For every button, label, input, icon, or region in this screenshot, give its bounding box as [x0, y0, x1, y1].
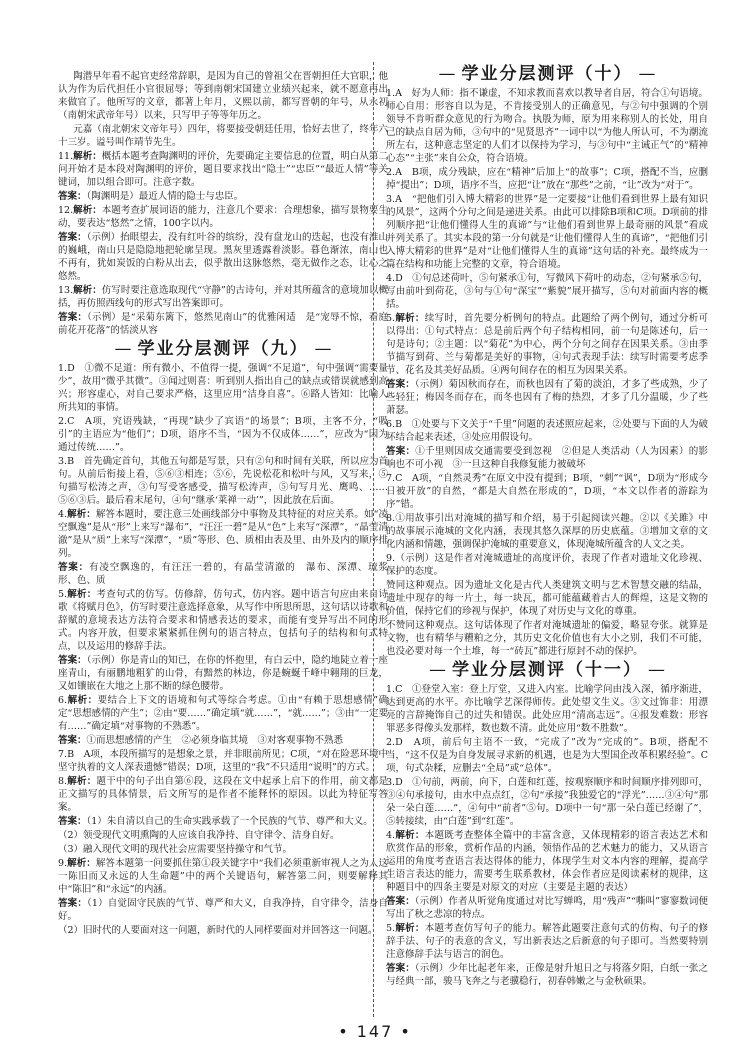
answer-item: [58, 924, 388, 937]
answer-item: [58, 508, 388, 560]
item-text: （1）自觉固守民族的气节、尊严和大义，自我净持，自守律令，洁身自好。: [58, 898, 388, 922]
item-text: （陶渊明是）最近人情的隐士与忠臣。: [86, 191, 244, 202]
item-label: 解析：: [395, 923, 425, 934]
section-heading-9: — 学业分层测评（九） —: [114, 339, 332, 359]
answer-item: [386, 922, 708, 961]
item-number: 6.: [386, 419, 396, 430]
answer-list-9: [58, 362, 388, 937]
item-text: ①而思想感情的产生 ②必须身临其境 ③对客观事物不熟悉: [86, 735, 344, 746]
item-number: 7.: [58, 749, 68, 760]
answer-item: [58, 829, 388, 842]
item-text: （示例）你是青山的知已，在你的怀抱里，有白云中，隐约地陡立着一座座青山，有丽鹏地粗犷的山骨，有黯然的林边，你是蜿蜒千峰中翱翔的巨龙，又如镶嵌在大地之上那不断的绿色腰带。: [58, 655, 388, 692]
answer-list-8: [58, 150, 388, 337]
answer-item: [386, 683, 708, 735]
item-text: （2）领受现代文明熏陶的人应该自我净持、自守律令、洁身自好。: [58, 830, 340, 841]
right-column: [386, 62, 708, 1020]
answer-item: [58, 843, 388, 856]
item-text: （3）融入现代文明的现代社会应需要坚持操守和气节。: [58, 844, 293, 855]
item-text: D ①句总述荷叶，⑤句紧承①句，写微风下荷叶的动态，②句紧承⑤句，写由前叶到荷花，③句与①句“深宝”“紫貌”展开描写，⑤句对前面内容的概括。: [386, 273, 708, 310]
item-text: C ①登堂入室：登上厅堂，又进入内室。比喻学问由浅入深，循序渐进，达到更高的水平。亦比喻学艺深得师传。此处望文生义。③文过饰非：用漂亮的言辞掩饰自己的过失和错误。此处应用“清高志远”。④报发难数：形容罪恶多得像头发那样，数也数不清。此处应用“数不胜数”。: [386, 684, 708, 734]
answer-item: [58, 231, 388, 283]
answer-item: [58, 561, 388, 587]
answer-item: [386, 619, 708, 658]
item-number: 13.: [58, 285, 74, 296]
item-number: 12.: [58, 205, 74, 216]
item-text: （1）朱自清以自己的生命实践承载了一个民族的气节、尊严和大义。: [86, 816, 373, 827]
item-text: 题干中的句子出自第⑥段，这段在文中起承上启下的作用，前文都是正文描写的具体情景，后文所写的是作者不能释怀的原因。以此为特征写答案。: [58, 776, 388, 813]
column-divider: [373, 62, 374, 1017]
answer-item: [386, 895, 708, 921]
answer-item: [386, 418, 708, 444]
answer-item: [58, 815, 388, 828]
item-text: （示例）作者从听觉角度通过对比写蝉鸣，用“残声”“嘶叫”寥寥数词便写出了秋之悲凉的特点。: [386, 896, 708, 920]
item-label: 解析：: [73, 285, 102, 296]
item-number: 8.: [58, 776, 68, 787]
answer-item: [386, 736, 708, 775]
item-label: 解析：: [67, 589, 97, 600]
answer-item: [58, 204, 388, 230]
item-text: 解答本题第一问要抓住第①段关键字中“我们必须重新审视人之为人这一陈旧而又永远的人生命题”中的两个关键语句，解答第二问，则要解释其中“陈旧”和“永远”的内涵。: [58, 858, 388, 895]
item-number: 3.: [386, 777, 396, 788]
item-number: 4.: [386, 273, 396, 284]
item-text: （示例）抬眼望去，没有红叶谷的缤纷，没有盘龙山的迭起，也没有淮山的巍峨，南山只是隐隐地把轮廓呈现。黑灰里透露着淡影。暮色渐浓，南山也不再有，犹如炭饭的白粉从出去，似乎散出这脉悠然，毫无做作之态，让心之悠然。: [58, 232, 388, 282]
item-text: ①用故事引出对淹城的描写和介绍，易于引起阅读兴趣。②以《关雎》中的故事展示淹城的文化内涵，表现其悠久深厚的历史底蕴。③增加文章的文化内涵和情趣，强调保护淹城的重要意义，体现淹城所蕴含的人文之美。: [386, 513, 708, 550]
item-label: 答案：: [386, 446, 416, 457]
answer-item: [58, 455, 388, 507]
answer-item: [58, 694, 388, 733]
item-label: 解析：: [67, 776, 97, 787]
item-number: 11.: [58, 151, 74, 162]
answer-item: [58, 857, 388, 896]
answer-item: [386, 552, 708, 578]
item-text: 本题考查仿写句子的能力。解答此题要注意句式的仿构、句子的修辞手法、句子的表意的含义，写出新表达之后新意的句子即可。当然要特别注意修辞手法与语言的润色。: [386, 923, 708, 960]
item-label: 解析：: [395, 313, 425, 324]
item-label: 解析：: [67, 858, 96, 869]
item-text: B 首先确定首句，其他五句都是写景，只有②句和时间有关联，所以应为首句。从前后衔接上看，⑤⑥③相连；⑤⑥，先说松花和松叶与风，又写来，⑤句描写松涛之声，③句写受客感受，描写松涛声，⑤句写月光、鹰鸣、……⑤⑥③后。最后看末尾句，④句“继承‘莱禅一动’”，因此放在后面。: [58, 456, 388, 506]
item-number: 2.: [58, 416, 68, 427]
item-text: 本题考查扩展词语的能力，注意几个要求：合理想象，描写景物要生动，要表达“悠然”之情，100字以内。: [58, 205, 388, 229]
item-label: 答案：: [58, 562, 90, 573]
answer-item: [58, 311, 388, 337]
item-number: 5.: [58, 589, 68, 600]
answer-item: [58, 415, 388, 454]
item-label: 答案：: [58, 735, 87, 746]
item-text: （示例）少年比起老年来，正像是射升旭日之与将落夕阳，白纸一张之与经典一部，骏马飞奔之与老骥稳行，初春韩嫩之与金秋硕果。: [386, 963, 708, 987]
answer-item: [58, 748, 388, 774]
item-text: C A项，究语残缺，“再现”缺少了宾语“的场景”；B项，主客不分，“吸引”的主语应为“他们”；D项，语序不当，“因为不仅成体……”，应改为“因为通过传统……”。: [58, 416, 388, 453]
answer-item: [386, 445, 708, 471]
item-text: C A项，“自然灵秀”在原文中没有提到；B项，“刺”“讽”，D项为“形成今日被开放”的自然，“都是大自然在形成的”，D项，“本文以作者的游踪为序”错。: [386, 473, 708, 510]
item-number: 9.: [58, 858, 68, 869]
answer-list-10: [386, 87, 708, 658]
item-text: A “把他们引入博大精彩的世界”是一定要接“让他们看到世界上最有知识的风景”，这两个分句之间是递进关系。由此可以排除B项和C项。D项前的排列顺序把“让他们懂得人生的真谛”与“让他们看到世界上最奇丽的风景”看成并列关系了。其实本段的第一分句就是“让他们懂得人生的真谛”，“把他们引入博大精彩的世界”是对“让他们懂得人生的真谛”这句话的补充。最终成为一篇在结构和功能上完整的文章，符合语境。: [386, 194, 708, 270]
answer-item: [386, 829, 708, 894]
item-number: 3.: [386, 194, 396, 205]
section-heading-10: — 学业分层测评（十） —: [438, 64, 656, 84]
item-text: 解答本题时，要注意三处画线部分中事物及其特征的对应关系。如“凌空飘逸”是从“形”上来写“瀑布”，“汪汪一碧”是从“色”上来写“深潭”，“晶莹清澈”是从“质”上来写“深潭”，“质”等形、色、质相由表及里、由外及内的顺序排列。: [58, 509, 388, 559]
item-label: 解析：: [73, 205, 102, 216]
answer-item: [58, 284, 388, 310]
item-label: 解析：: [67, 509, 96, 520]
item-text: 要结合上下文的语境和句式等综合考虑。①由“有赖于思想感情”确定“思想感情的产生”；②由“要……”确定填“就……”，“就……”；③由“一定要有……”确定填“对事物的不熟悉”。: [58, 695, 388, 732]
item-number: 1.: [386, 684, 396, 695]
item-number: 9.: [386, 553, 396, 564]
item-number: 2.: [386, 167, 396, 178]
item-number: 4.: [386, 830, 396, 841]
item-number: 5.: [386, 313, 396, 324]
item-number: 4.: [58, 509, 68, 520]
answer-list-11: [386, 683, 708, 988]
answer-item: [58, 362, 388, 414]
item-label: 答案：: [58, 312, 88, 323]
item-text: D ①句前，两前，向下，白莲和红莲，按观察顺序和时间顺序排列即可，③④句承接句，由水中点点红，②句“承接”我独爱它的“浮光”……③④句“那朵一朵白莲……”，④句中“前者”⑤句。D项中一句“那一朵白莲已经谢了”，⑤转接续，由“白莲”到“红莲”。: [386, 777, 708, 827]
item-label: 解析：: [395, 830, 425, 841]
intro-paragraph-2: 元嘉（南北朝宋文帝年号）四年，将要接受朝廷任用，恰好去世了，终年六十三岁。谥号叫作靖节先生。: [58, 124, 388, 148]
answer-item: [58, 190, 388, 203]
answer-item: [386, 776, 708, 828]
answer-item: [58, 150, 388, 189]
intro-paragraph-1: 陶潜早年看不起官吏经常辞职，是因为自己的曾祖父在晋朝担任大官职，他认为作为后代担任小官很屈辱；等到南朝宋国建立业绩兴起来，就不愿意再出来做官了。他所写的文章，都著上年月，义熙以前，都写晋朝的年号，从永初（南朝宋武帝年号）以来，只写甲子等等年历之。: [58, 71, 388, 121]
answer-item: [386, 272, 708, 311]
answer-item: [58, 588, 388, 653]
item-text: B A项，本段所描写的是想象之景，并非眼前所见；C项，“对在险恶环境中坚守执着的文人深表遗憾”错误；D项，这里的“我”不只适用“说明”的方式。: [58, 749, 388, 773]
item-text: （示例）是“采菊东篱下，悠然见南山”的优雅闲适 是“宠辱不惊，看庭前花开花落”的恬淡从容: [58, 312, 388, 336]
item-text: 本题既考查整体全篇中的丰富含意，又体现精彩的语言表达艺术和欣赏作品的形象，赏析作品的内涵，领悟作品的艺术魅力的能力，又从语言运用的角度考查语言表达得体的能力，体现学生对文本内容的理解，提高学生语言表达的能力，需要考生联系教材，体会作者应是阅读素材的规律，这种题目中的四条主要是对原文的对应（主要是主题的表达）: [386, 830, 708, 893]
item-number: 7.: [386, 473, 396, 484]
item-label: 解析：: [67, 695, 98, 706]
page-number: • 147 •: [338, 1022, 412, 1041]
answer-item: [58, 897, 388, 923]
answer-item: [58, 654, 388, 693]
answer-item: [58, 775, 388, 814]
answer-item: [386, 472, 708, 511]
answer-item: [386, 378, 708, 417]
item-label: 答案：: [386, 963, 415, 974]
item-number: 5.: [386, 923, 396, 934]
item-text: 仿写时要注意选取现代“守静”的古诗句，并对其所蕴含的意境加以概括，再仿照西线句的形式写出答案即可。: [58, 285, 388, 309]
answer-item: [386, 579, 708, 618]
item-text: 不赞同这种观点。这句话体现了作者对淹城遗址的偏爱，略显夸张。就算是文物，也有精华与糟粕之分，其历史文化价值也有大小之别，我们不可能，也没必要对每一个土堆，每一“砖瓦”都进行原封不动的保护。: [386, 620, 708, 657]
item-text: D A项，前后句主语不一致，“完成了”改为“完成的”。B项，搭配不当，“这不仅是为自身发展寻求新的机遇，也是为大型国企改革积累经验”。C项，句式杂糅，应删去“全局”或“总体”。: [386, 737, 708, 774]
item-label: 答案：: [58, 232, 87, 243]
item-text: 续写时，首先要分析例句的特点。此题给了两个例句，通过分析可以得出：①句式特点：总是前后两个句子结构相同，前一句是陈述句，后一句是诗句；②主题：以“菊花”为中心，两个分句之间存在因果关系。③由季节描写到荷、兰与菊都是美好的事物，④句式表现手法：续写时需要考虑季节、花名及其美好品质。④两句间存在的相互为因果关系。: [386, 313, 708, 376]
section-heading-11: — 学业分层测评（十一） —: [429, 660, 665, 680]
item-label: 答案：: [58, 655, 87, 666]
item-number: 1.: [386, 88, 396, 99]
left-column: [58, 70, 388, 1020]
item-label: 答案：: [58, 191, 87, 202]
answer-item: [386, 962, 708, 988]
item-text: A B项，成分残缺，应在“精神”后加上“的故事”；C项，搭配不当，应删掉“提出”；D项，语序不当，应把“让”放在“那些”之前，“让”改为“对于”。: [386, 167, 708, 191]
item-text: 赞同这种观点。因为遗址文化是古代人类建筑文明与艺术智慧交融的结晶，遗址中现存的每一片土，每一块瓦，都可能蕴藏着古人的辉煌，这是文物的价值，保持它们的珍视与保护，体现了对历史与文化的尊重。: [386, 580, 708, 617]
item-text: 有凌空飘逸的，有汪汪一碧的，有晶莹清澈的 瀑布、深潭、琉浆 形、色、质: [58, 562, 388, 586]
item-label: 解析：: [73, 151, 102, 162]
item-text: 概括本题考查陶渊明的评价，先要确定主要信息的位置，明白从第二问开始才是本段对陶渊明的评价，题目要求找出“隐士”“忠臣”“最近人情”等关键词，加以组合即可。注意字数。: [58, 151, 388, 188]
item-text: B ①处要与下文关于“千里”问题的表述照应起来，②处要与下面的人为破坏结合起来表述，③处应用假设句。: [386, 419, 708, 443]
item-text: （2）旧时代的人要面对这一问题，新时代的人同样要面对并回答这一问题。: [58, 925, 378, 936]
answer-item: [386, 166, 708, 192]
item-label: 答案：: [58, 816, 87, 827]
item-text: （示例）这是作者对淹城遗址的高度评价，表现了作者对遗址文化珍视、保护的态度。: [386, 553, 708, 577]
item-number: 2.: [386, 737, 396, 748]
item-text: 考查句式的仿写。仿修辞，仿句式，仿内容。题中语言句应由来自诗歌《将赋月色》，仿写时要注意选择意象，从写作中所思所思，这句话以诗歌和辞赋的意境表达方法符合要求和情感表达的要求，而能有变异写出不同的形式。内容开放，但要求紧紧抓住例句的语言特点，包括句子的结构和句式特点，以及运用的修辞手法。: [58, 589, 388, 652]
item-label: 答案：: [386, 896, 415, 907]
item-number: 3.: [58, 456, 68, 467]
item-number: 6.: [58, 695, 68, 706]
answer-item: [386, 87, 708, 165]
item-number: 1.: [58, 363, 68, 374]
item-label: 答案：: [58, 898, 88, 909]
item-text: D ①微不足道：所有微小、不值得一提，强调“不足道”，句中强调“需要量少”，故用“微乎其微”。③闻过则喜：听到别人指出自己的缺点或错误就感到高兴；形容虚心，对自己要求严格，这里应用“洁身自喜”。⑥路人皆知：比喻人所共知的事情。: [58, 363, 388, 413]
answer-item: [386, 193, 708, 271]
item-text: （示例）菊因秋而存在，而秋也因有了菊的淡泊，才多了些成熟，少了些轻狂；梅因冬而存在，而冬也因有了梅的热烈，才多了几分温暖，少了些萧瑟。: [386, 379, 708, 416]
answer-item: [386, 312, 708, 377]
answer-item: [58, 734, 388, 747]
item-number: 8.: [386, 513, 396, 524]
item-text: A 好为人师：指不谦虚，不知求教而喜欢以教导者自居，符合①句语境。师心自用：形容自以为是，不肯接受别人的正确意见，与②句中强调的个别领导不肯听群众意见的行为吻合。执殷为师，原为用来称别人的长处，用自己的缺点自居为师，③句中的“见贤思齐”一词中以“为他人所认可，不为潮流所左右，这种意志坚定的人们才以保持为学习，与③句中“主诫正气”的“精神心态”“主张”来自公众，符合语境。: [386, 88, 708, 164]
answer-item: [386, 512, 708, 551]
item-label: 答案：: [386, 379, 415, 390]
item-text: ①千里则因成交通需要受到忽视 ②但是人类活动（人为因素）的影响也不可小视 ③一旦这种自我修复能力被破坏: [386, 446, 708, 470]
